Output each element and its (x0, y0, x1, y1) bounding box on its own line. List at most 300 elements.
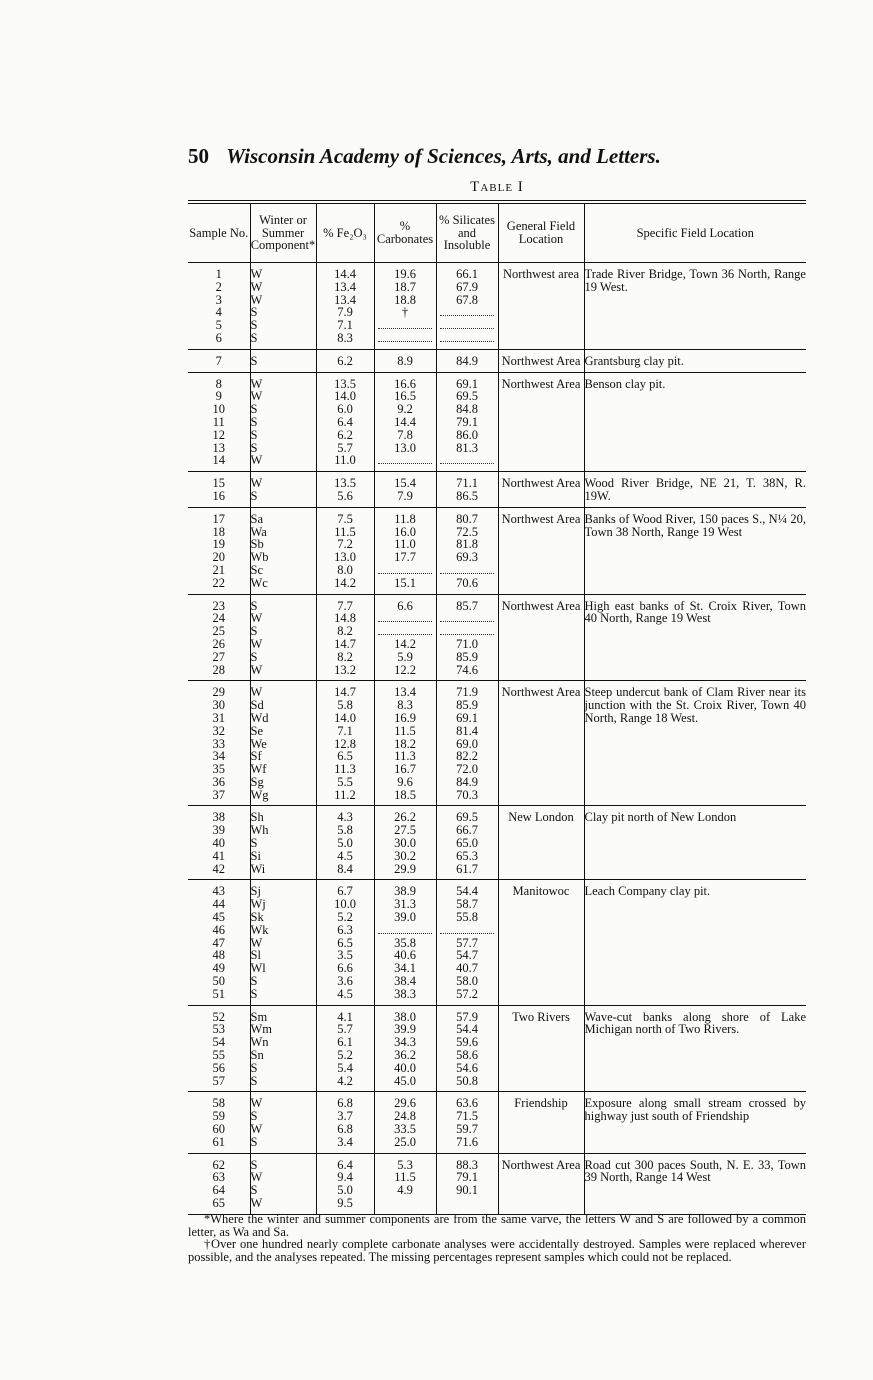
cell-value: 18.8 (394, 292, 416, 307)
cell-value: Sf (250, 749, 262, 764)
cell-value: 5.8 (337, 823, 353, 838)
cell-value: 59.6 (456, 1035, 478, 1050)
cell-value: 39 (212, 823, 225, 838)
cell-value: 16.7 (394, 762, 416, 777)
cell-value: 66.1 (456, 267, 478, 281)
cell-value: 6.5 (337, 935, 353, 950)
cell-value: 71.9 (456, 685, 478, 700)
cell-value: Sk (250, 910, 264, 925)
cell-value: 55.8 (456, 910, 478, 925)
cell-value: 5.0 (337, 836, 353, 851)
journal-title: Wisconsin Academy of Sciences, Arts, and Letters. (226, 144, 661, 168)
cell-value: 85.9 (456, 698, 478, 713)
cell-value: 29 (212, 685, 225, 700)
footnotes (188, 1213, 806, 1263)
cell-value: W (250, 685, 263, 700)
general-location-cell: New London (498, 806, 584, 880)
cell-value: S (250, 624, 258, 639)
data-table-container (188, 200, 806, 1215)
fe2o3-cell (316, 1153, 374, 1214)
cell-value: 72.0 (456, 762, 478, 777)
cell-value: Sg (250, 774, 264, 789)
table-group (188, 472, 806, 508)
cell-value: 34.3 (394, 1035, 416, 1050)
cell-value: 58.0 (456, 974, 478, 989)
specific-location-cell: Steep undercut bank of Clam River near its junction with the St. Croix River, Town 40 North, Range 18 West. (584, 681, 806, 806)
cell-value: 69.0 (456, 736, 478, 751)
cell-value: 5.6 (337, 488, 353, 503)
carbonates-cell (374, 880, 436, 1005)
cell-value: 8.2 (337, 649, 353, 664)
table-group (188, 1005, 806, 1092)
cell-value: S (250, 836, 258, 851)
cell-value: 23 (212, 598, 225, 613)
cell-value: 14 (212, 453, 225, 468)
cell-value: 6.8 (337, 1122, 353, 1137)
cell-value: 5.3 (397, 1157, 413, 1172)
cell-value: 36 (212, 774, 225, 789)
cell-value: 62 (212, 1157, 225, 1172)
cell-value: 13 (212, 440, 225, 455)
cell-value: 27.5 (394, 823, 416, 838)
cell-value: 31 (212, 710, 225, 725)
carbonates-cell (374, 806, 436, 880)
cell-value: 15.4 (394, 476, 416, 491)
cell-value: 5.7 (337, 440, 353, 455)
cell-value: 7.1 (337, 723, 353, 738)
component-cell (250, 349, 316, 372)
cell-value: 6.4 (337, 1157, 353, 1172)
cell-value: 35 (212, 762, 225, 777)
general-location-cell: Two Rivers (498, 1005, 584, 1092)
missing-value-leader (378, 455, 432, 464)
cell-value: 81.3 (456, 440, 478, 455)
cell-value: S (250, 974, 258, 989)
cell-value: Si (250, 848, 261, 863)
cell-value: 86.0 (456, 427, 478, 442)
cell-value: 8.2 (337, 624, 353, 639)
cell-value: 6.7 (337, 884, 353, 899)
data-table (188, 204, 806, 1215)
silicates-cell (436, 1153, 498, 1214)
cell-value: 4.2 (337, 1073, 353, 1088)
cell-value: 45.0 (394, 1073, 416, 1088)
cell-value: 69.1 (456, 710, 478, 725)
table-group (188, 372, 806, 472)
cell-value: 24 (212, 611, 225, 626)
specific-location-cell: Banks of Wood River, 150 paces S., N¼ 20, Town 38 North, Range 19 West (584, 507, 806, 594)
fe2o3-cell (316, 372, 374, 472)
cell-value: 84.8 (456, 402, 478, 417)
missing-value-leader (378, 613, 432, 622)
cell-value (437, 332, 498, 345)
carbonates-cell (374, 263, 436, 350)
cell-value: 30.0 (394, 836, 416, 851)
cell-value (375, 332, 436, 345)
cell-value: 86.5 (456, 488, 478, 503)
sample-cell (188, 806, 250, 880)
component-cell (250, 594, 316, 681)
cell-value: 57 (212, 1073, 225, 1088)
cell-value: 8.0 (337, 562, 353, 577)
cell-value: 57.2 (456, 986, 478, 1001)
silicates-cell (436, 372, 498, 472)
footnote-dagger: †Over one hundred nearly complete carbonate analyses were accidentally destroyed. Samples were replaced wherever possible, and the analyses repeated. The missing percentages represent samples which could not be replaced. (188, 1237, 806, 1264)
header-specific-location: Specific Field Location (584, 204, 806, 263)
cell-value: 11.5 (394, 723, 416, 738)
cell-value: 67.9 (456, 279, 478, 294)
cell-value: 31.3 (394, 897, 416, 912)
table-group (188, 806, 806, 880)
cell-value: 6.4 (337, 414, 353, 429)
cell-value: 8.3 (337, 330, 353, 345)
cell-value: 16.9 (394, 710, 416, 725)
cell-value: 19 (212, 537, 225, 552)
specific-location-cell: Wood River Bridge, NE 21, T. 38N, R. 19W. (584, 472, 806, 508)
carbonates-cell (374, 1005, 436, 1092)
cell-value: 7.9 (337, 305, 353, 320)
header-silicates: % Silicates and Insoluble (436, 204, 498, 263)
cell-value: 34 (212, 749, 225, 764)
cell-value: 11.0 (394, 537, 416, 552)
cell-value: 65 (212, 1196, 225, 1210)
cell-value: 54.4 (456, 1022, 478, 1037)
cell-value: Wf (250, 762, 267, 777)
cell-value: 3 (215, 292, 222, 307)
cell-value: 14.0 (334, 389, 356, 404)
cell-value: 40.7 (456, 961, 478, 976)
cell-value: 47 (212, 935, 225, 950)
cell-value: 25.0 (394, 1134, 416, 1149)
cell-value: 54 (212, 1035, 225, 1050)
cell-value: 74.6 (456, 662, 478, 677)
cell-value: 14.7 (334, 636, 356, 651)
cell-value (437, 454, 498, 467)
cell-value: 5.4 (337, 1060, 353, 1075)
fe2o3-cell (316, 806, 374, 880)
cell-value: 28 (212, 662, 225, 677)
cell-value: 59 (212, 1109, 225, 1124)
cell-value: 8.4 (337, 861, 353, 876)
cell-value: 40 (212, 836, 225, 851)
cell-value: 5.9 (397, 649, 413, 664)
cell-value: 61.7 (456, 861, 478, 876)
cell-value: 12.8 (334, 736, 356, 751)
sample-cell (188, 372, 250, 472)
table-group (188, 1092, 806, 1153)
cell-value: 16.5 (394, 389, 416, 404)
cell-value: 43 (212, 884, 225, 899)
sample-cell (188, 681, 250, 806)
cell-value: 38 (212, 810, 225, 825)
cell-value: 9.6 (397, 774, 413, 789)
cell-value: 32 (212, 723, 225, 738)
cell-value: 8 (215, 376, 222, 391)
cell-value: W (250, 389, 263, 404)
cell-value (437, 564, 498, 577)
component-cell (250, 1005, 316, 1092)
cell-value: 85.7 (456, 598, 478, 613)
cell-value: 80.7 (456, 511, 478, 526)
general-location-cell: Northwest Area (498, 594, 584, 681)
sample-cell (188, 594, 250, 681)
cell-value: 38.9 (394, 884, 416, 899)
cell-value: 5.5 (337, 774, 353, 789)
header-component: Winter or Summer Component* (250, 204, 316, 263)
cell-value (375, 454, 436, 467)
missing-value-leader (440, 333, 494, 342)
table-header-row (188, 204, 806, 263)
cell-value: 41 (212, 848, 225, 863)
missing-value-leader (440, 455, 494, 464)
cell-value: 57.9 (456, 1009, 478, 1024)
cell-value: 6.1 (337, 1035, 353, 1050)
cell-value: Sh (250, 810, 264, 825)
cell-value: 13.0 (394, 440, 416, 455)
table-row (188, 263, 806, 350)
table-group (188, 507, 806, 594)
cell-value: 16.0 (394, 524, 416, 539)
cell-value: 11.3 (394, 749, 416, 764)
cell-value: 4.5 (337, 848, 353, 863)
cell-value: 5.8 (337, 698, 353, 713)
cell-value: 14.2 (334, 575, 356, 590)
carbonates-cell (374, 594, 436, 681)
header-fe2o3: % Fe₂O₃ (316, 204, 374, 263)
table-row (188, 507, 806, 594)
cell-value: Sa (250, 511, 263, 526)
cell-value: 17 (212, 511, 225, 526)
component-cell (250, 1153, 316, 1214)
cell-value: 63.6 (456, 1096, 478, 1111)
cell-value: 71.0 (456, 636, 478, 651)
cell-value: Wm (250, 1022, 273, 1037)
cell-value: 81.4 (456, 723, 478, 738)
cell-value: 69.1 (456, 376, 478, 391)
cell-value: 70.6 (456, 575, 478, 590)
table-row (188, 1092, 806, 1153)
cell-value: 50 (212, 974, 225, 989)
cell-value: S (250, 598, 258, 613)
missing-value-leader (378, 565, 432, 574)
cell-value: S (250, 986, 258, 1001)
cell-value: 60 (212, 1122, 225, 1137)
cell-value: 49 (212, 961, 225, 976)
cell-value: 69.5 (456, 810, 478, 825)
cell-value: 5 (215, 318, 222, 333)
cell-value: 69.3 (456, 550, 478, 565)
specific-location-cell: High east banks of St. Croix River, Town 40 North, Range 19 West (584, 594, 806, 681)
table-group (188, 349, 806, 372)
cell-value: 24.8 (394, 1109, 416, 1124)
cell-value: 21 (212, 562, 225, 577)
cell-value: 13.0 (334, 550, 356, 565)
fe2o3-cell (316, 349, 374, 372)
cell-value: W (250, 453, 263, 468)
fe2o3-cell (316, 594, 374, 681)
sample-cell (188, 472, 250, 508)
cell-value: 12.2 (394, 662, 416, 677)
carbonates-cell (374, 1153, 436, 1214)
cell-value (375, 612, 436, 625)
sample-cell (188, 1092, 250, 1153)
component-cell (250, 681, 316, 806)
cell-value: 11.0 (334, 453, 356, 468)
silicates-cell (436, 594, 498, 681)
missing-value-leader (440, 925, 494, 934)
cell-value: 30.2 (394, 848, 416, 863)
missing-value-leader (378, 320, 432, 329)
cell-value: Sc (250, 562, 263, 577)
cell-value: 14.8 (334, 611, 356, 626)
cell-value: 13.5 (334, 476, 356, 491)
component-cell (250, 806, 316, 880)
cell-value: 6.0 (337, 402, 353, 417)
missing-value-leader (440, 626, 494, 635)
silicates-cell (436, 681, 498, 806)
cell-value: 7.5 (337, 511, 353, 526)
cell-value: 82.2 (456, 749, 478, 764)
cell-value: Wc (250, 575, 268, 590)
cell-value: 29.6 (394, 1096, 416, 1111)
cell-value: W (250, 279, 263, 294)
cell-value: 7.9 (397, 488, 413, 503)
cell-value: 5.7 (337, 1022, 353, 1037)
table-group (188, 880, 806, 1005)
cell-value: 13.5 (334, 376, 356, 391)
carbonates-cell (374, 349, 436, 372)
general-location-cell: Northwest Area (498, 1153, 584, 1214)
table-row (188, 472, 806, 508)
cell-value: 64 (212, 1183, 225, 1198)
cell-value (375, 924, 436, 937)
cell-value: 11.5 (334, 524, 356, 539)
cell-value: 16.6 (394, 376, 416, 391)
cell-value: 36.2 (394, 1048, 416, 1063)
carbonates-cell (374, 372, 436, 472)
cell-value: 58.6 (456, 1048, 478, 1063)
cell-value: 39.0 (394, 910, 416, 925)
cell-value: 34.1 (394, 961, 416, 976)
general-location-cell: Northwest Area (498, 349, 584, 372)
cell-value: S (250, 353, 258, 368)
cell-value: W (250, 611, 263, 626)
cell-value: Wk (250, 922, 269, 937)
general-location-cell: Friendship (498, 1092, 584, 1153)
cell-value: S (250, 414, 258, 429)
cell-value (437, 319, 498, 332)
specific-location-cell: Wave-cut banks along shore of Lake Michigan north of Two Rivers. (584, 1005, 806, 1092)
cell-value: 25 (212, 624, 225, 639)
cell-value: W (250, 662, 263, 677)
cell-value: 54.6 (456, 1060, 478, 1075)
cell-value: 14.0 (334, 710, 356, 725)
specific-location-cell: Trade River Bridge, Town 36 North, Range 19 West. (584, 263, 806, 350)
fe2o3-cell (316, 681, 374, 806)
cell-value: Wn (250, 1035, 269, 1050)
cell-value: Wj (250, 897, 266, 912)
cell-value: S (250, 1134, 258, 1149)
cell-value: 6.2 (337, 427, 353, 442)
cell-value: 57.7 (456, 935, 478, 950)
cell-value: 7.8 (397, 427, 413, 442)
cell-value: 4.1 (337, 1009, 353, 1024)
general-location-cell: Manitowoc (498, 880, 584, 1005)
cell-value: Wi (250, 861, 266, 876)
table-row (188, 349, 806, 372)
cell-value: Wg (250, 787, 269, 802)
silicates-cell (436, 1005, 498, 1092)
missing-value-leader (440, 307, 494, 316)
cell-value: 40.0 (394, 1060, 416, 1075)
cell-value: W (250, 1096, 263, 1111)
cell-value: Sd (250, 698, 264, 713)
cell-value: 7.2 (337, 537, 353, 552)
cell-value: S (250, 318, 258, 333)
cell-value: 15.1 (394, 575, 416, 590)
cell-value: 54.7 (456, 948, 478, 963)
cell-value: 13.2 (334, 662, 356, 677)
table-row (188, 880, 806, 1005)
cell-value: 4.9 (397, 1183, 413, 1198)
cell-value: 79.1 (456, 414, 478, 429)
cell-value: 37 (212, 787, 225, 802)
cell-value: 71.1 (456, 476, 478, 491)
cell-value: 90.1 (456, 1183, 478, 1198)
cell-value (437, 625, 498, 638)
table-group (188, 263, 806, 350)
cell-value: 27 (212, 649, 225, 664)
specific-location-cell: Leach Company clay pit. (584, 880, 806, 1005)
cell-value: 13.4 (334, 279, 356, 294)
cell-value: 13.4 (334, 292, 356, 307)
table-row (188, 681, 806, 806)
sample-cell (188, 349, 250, 372)
cell-value: 3.5 (337, 948, 353, 963)
cell-value: 40.6 (394, 948, 416, 963)
cell-value: 17.7 (394, 550, 416, 565)
footnote-star: *Where the winter and summer components are from the same varve, the letters W and S are followed by a common letter, as Wa and Sa. (188, 1212, 806, 1239)
cell-value (375, 1197, 436, 1210)
cell-value: 6.2 (337, 353, 353, 368)
cell-value: 39.9 (394, 1022, 416, 1037)
missing-value-leader (440, 320, 494, 329)
cell-value: 85.9 (456, 649, 478, 664)
specific-location-cell: Road cut 300 paces South, N. E. 33, Town 39 North, Range 14 West (584, 1153, 806, 1214)
cell-value: S (250, 402, 258, 417)
cell-value: 3.7 (337, 1109, 353, 1124)
cell-value: 5.0 (337, 1183, 353, 1198)
cell-value: 52 (212, 1009, 225, 1024)
cell-value: W (250, 376, 263, 391)
cell-value: 56 (212, 1060, 225, 1075)
cell-value: S (250, 305, 258, 320)
cell-value: S (250, 488, 258, 503)
cell-value: 6.3 (337, 922, 353, 937)
cell-value: 6.6 (337, 961, 353, 976)
cell-value: 84.9 (456, 353, 478, 368)
cell-value: 19.6 (394, 267, 416, 281)
cell-value: 67.8 (456, 292, 478, 307)
table-group (188, 594, 806, 681)
cell-value: 7.7 (337, 598, 353, 613)
cell-value (437, 612, 498, 625)
general-location-cell: Northwest area (498, 263, 584, 350)
silicates-cell (436, 1092, 498, 1153)
cell-value: 59.7 (456, 1122, 478, 1137)
cell-value (375, 319, 436, 332)
cell-value: 6 (215, 330, 222, 345)
